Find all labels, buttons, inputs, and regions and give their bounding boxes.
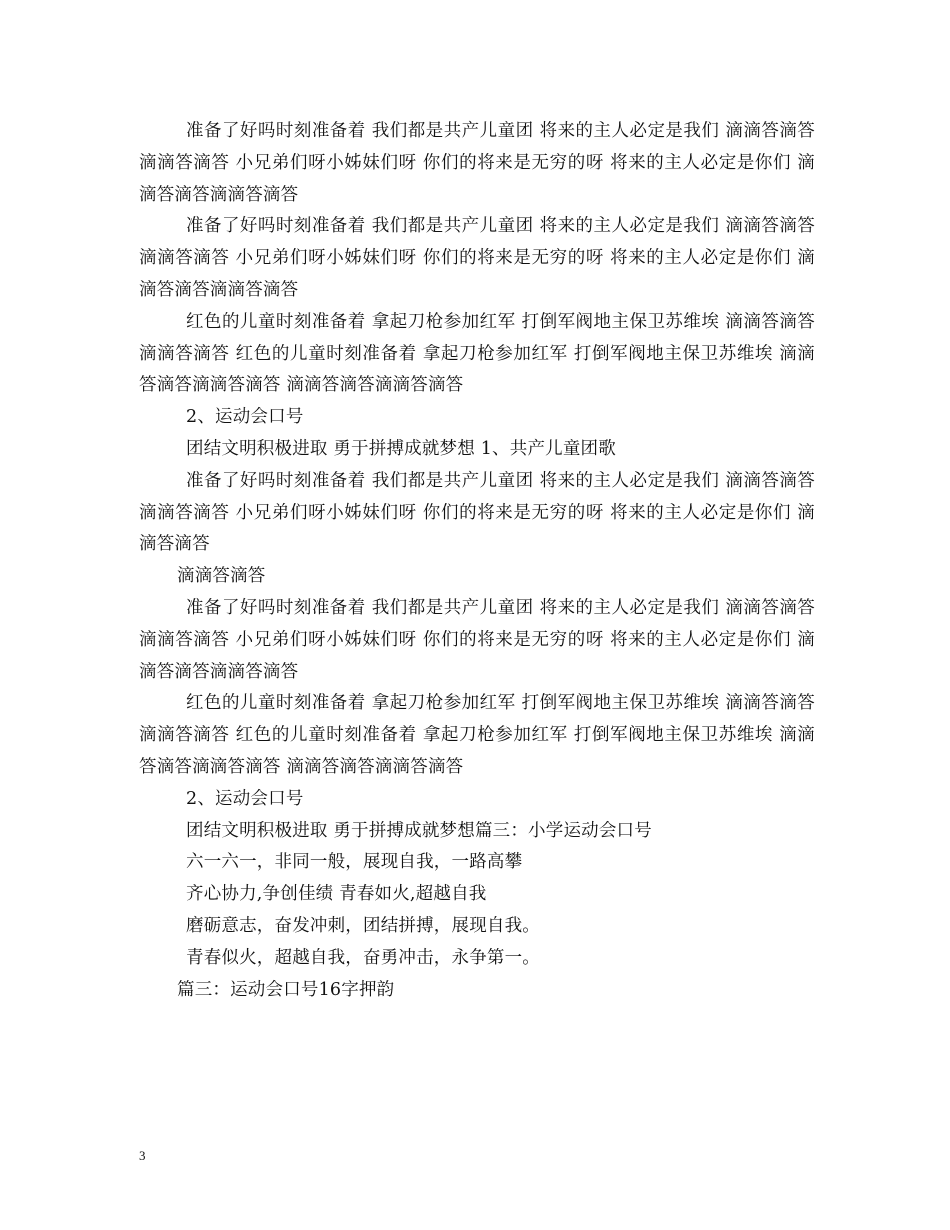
paragraph-song-verse-1: 准备了好吗时刻准备着 我们都是共产儿童团 将来的主人必定是我们 滴滴答滴答滴滴答滴答 小兄弟们呀小姊妹们呀 你们的将来是无穷的呀 将来的主人必定是你们 滴滴答滴答滴滴答滴答 bbox=[139, 121, 815, 205]
paragraph-song-verse-3: 红色的儿童时刻准备着 拿起刀枪参加红军 打倒军阀地主保卫苏维埃 滴滴答滴答滴滴答滴答 红色的儿童时刻准备着 拿起刀枪参加红军 打倒军阀地主保卫苏维埃 滴滴答滴答滴滴答滴答 滴滴答滴答滴滴答滴答 bbox=[139, 311, 815, 396]
section-heading-slogans: 2、运动会口号 bbox=[186, 407, 304, 428]
section-heading-slogans-2: 2、运动会口号 bbox=[186, 788, 304, 809]
document-body bbox=[139, 116, 815, 1006]
section-heading-16-char: 篇三：运动会口号16字押韵 bbox=[177, 979, 395, 1000]
slogan-item-1: 六一六一，非同一般，展现自我，一路高攀 bbox=[186, 852, 523, 873]
slogan-item-2: 齐心协力,争创佳绩 青春如火,超越自我 bbox=[186, 884, 487, 905]
paragraph-slogan-line-2: 团结文明积极进取 勇于拼搏成就梦想篇三：小学运动会口号 bbox=[186, 820, 652, 841]
paragraph-song-verse-4: 准备了好吗时刻准备着 我们都是共产儿童团 将来的主人必定是我们 滴滴答滴答滴滴答滴答 小兄弟们呀小姊妹们呀 你们的将来是无穷的呀 将来的主人必定是你们 滴滴答滴答 bbox=[139, 470, 815, 555]
paragraph-refrain: 滴滴答滴答 bbox=[177, 566, 266, 587]
paragraph-song-verse-5: 准备了好吗时刻准备着 我们都是共产儿童团 将来的主人必定是我们 滴滴答滴答滴滴答滴答 小兄弟们呀小姊妹们呀 你们的将来是无穷的呀 将来的主人必定是你们 滴滴答滴答滴滴答滴答 bbox=[139, 597, 815, 682]
slogan-item-3: 磨砺意志，奋发冲刺，团结拼搏，展现自我。 bbox=[186, 915, 540, 936]
page-number: 3 bbox=[139, 1148, 146, 1163]
slogan-item-4: 青春似火，超越自我，奋勇冲击，永争第一。 bbox=[186, 947, 540, 968]
paragraph-song-verse-2: 准备了好吗时刻准备着 我们都是共产儿童团 将来的主人必定是我们 滴滴答滴答滴滴答滴答 小兄弟们呀小姊妹们呀 你们的将来是无穷的呀 将来的主人必定是你们 滴滴答滴答滴滴答滴答 bbox=[139, 216, 815, 300]
paragraph-slogan-line: 团结文明积极进取 勇于拼搏成就梦想 1、共产儿童团歌 bbox=[186, 438, 616, 459]
paragraph-song-verse-6: 红色的儿童时刻准备着 拿起刀枪参加红军 打倒军阀地主保卫苏维埃 滴滴答滴答滴滴答滴答 红色的儿童时刻准备着 拿起刀枪参加红军 打倒军阀地主保卫苏维埃 滴滴答滴答滴滴答滴答 滴滴答滴答滴滴答滴答 bbox=[139, 693, 815, 777]
